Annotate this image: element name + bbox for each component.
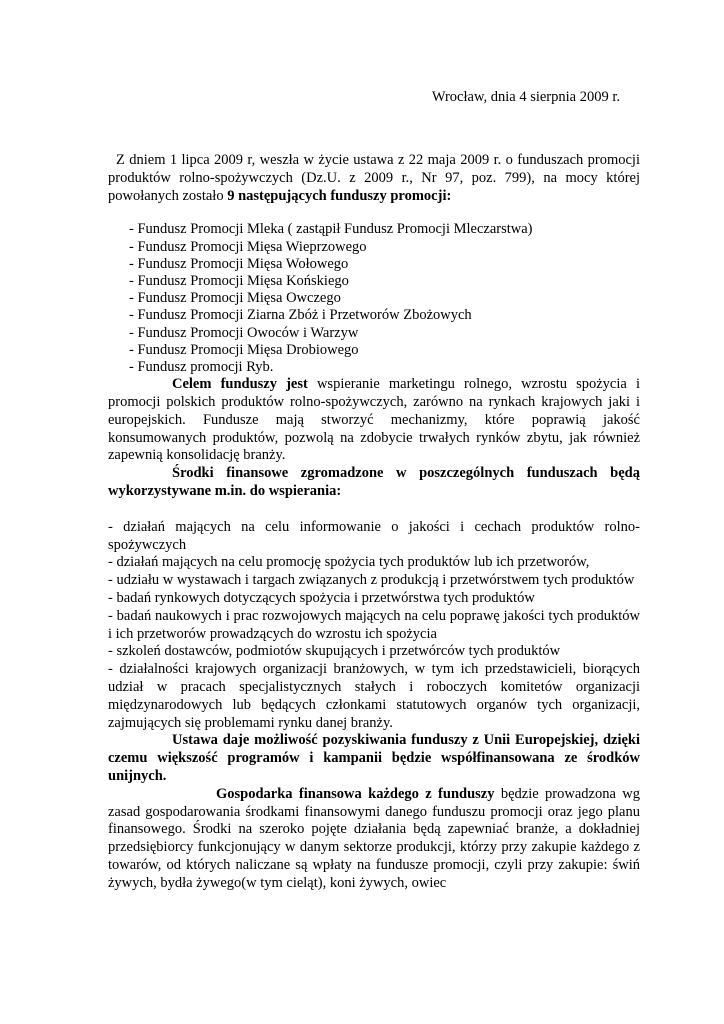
list-item: - Fundusz Promocji Mięsa Wołowego	[129, 255, 349, 272]
list-item: - Fundusz Promocji Mięsa Wieprzowego	[129, 238, 367, 255]
list-item: - działalności krajowych organizacji branżowych, w tym ich przedstawicieli, biorących udział w pracach specjalistycznych stałych i roboczych komitetów organizacji międzynarodowych lub będących członkami statutowych organów tych organizacji, zajmujących się problemami rynku danej branży.	[108, 661, 640, 731]
gospodarka-paragraph	[108, 786, 640, 893]
date-line: Wrocław, dnia 4 sierpnia 2009 r.	[431, 89, 620, 105]
document-body	[108, 152, 640, 893]
list-item: - badań naukowych i prac rozwojowych mających na celu poprawę jakości tych produktów i ich przetworów prowadzących do wzrostu ich spożycia	[108, 607, 640, 642]
intro-paragraph	[108, 152, 640, 205]
srodki-heading: Środki finansowe zgromadzone w poszczególnych funduszach będą wykorzystywane m.in. do wspierania:	[108, 465, 640, 499]
ustawa-paragraph: Ustawa daje możliwość pozyskiwania funduszy z Unii Europejskiej, dzięki czemu większość programów i kampanii będzie współfinansowana ze środków unijnych.	[108, 732, 640, 784]
list-item: - Fundusz promocji Ryb.	[129, 359, 274, 376]
list-item: - działań mających na celu informowanie o jakości i cechach produktów rolno-spożywczych	[108, 518, 640, 553]
intro-bold-tail: 9 następujących funduszy promocji:	[227, 187, 452, 204]
list-item: - Fundusz Promocji Mięsa Owczego	[129, 290, 341, 307]
intro-text: Z dniem 1 lipca 2009 r, weszła w życie ustawa z 22 maja 2009 r. o funduszach promocji produktów rolno-spożywczych (Dz.U. z 2009 r., Nr 97, poz. 799), na mocy której powołanych zostało	[108, 152, 640, 204]
list-item: - szkoleń dostawców, podmiotów skupujących i przetwórców tych produktów	[108, 643, 561, 660]
gospodarka-bold-lead: Gospodarka finansowa każdego z funduszy	[216, 785, 495, 802]
list-item: - Fundusz Promocji Mięsa Końskiego	[129, 273, 349, 289]
gospodarka-text: będzie prowadzona wg zasad gospodarowania środkami finansowymi danego funduszu promocji oraz jego planu finansowego. Środki na szeroko pojęte działania będą zapewniać branże, a dokładniej przedsiębiorcy funkcjonujący w danym sektorze produkcji, którzy przy zakupie każdego z towarów, od których naliczane są wpłaty na fundusze promocji, czyli przy zakupie: świń żywych, bydła żywego(w tym cieląt), koni żywych, owiec	[108, 785, 641, 891]
list-item: - Fundusz Promocji Ziarna Zbóż i Przetworów Zbożowych	[129, 307, 472, 324]
celem-bold-lead: Celem funduszy jest	[172, 376, 308, 393]
celem-text: wspieranie marketingu rolnego, wzrostu spożycia i promocji polskich produktów rolno-spożywczych, zarówno na rynkach krajowych jaki i europejskich. Fundusze mają stworzyć mechanizmy, które poprawią jakość konsumowanych produktów, pozwolą na zdobycie trwałych rynków zbytu, jak również zapewnią konsolidację branży.	[108, 376, 640, 464]
list-item: - działań mających na celu promocję spożycia tych produktów lub ich przetworów,	[108, 554, 590, 571]
list-item: - Fundusz Promocji Mięsa Drobiowego	[129, 341, 359, 358]
list-item: - Fundusz Promocji Owoców i Warzyw	[129, 324, 359, 341]
funds-list	[108, 221, 640, 376]
list-item: - udziału w wystawach i targach związanych z produkcją i przetwórstwem tych produktów	[108, 572, 635, 589]
celem-paragraph	[108, 376, 640, 465]
support-list	[108, 519, 640, 733]
list-item: - Fundusz Promocji Mleka ( zastąpił Fundusz Promocji Mleczarstwa)	[129, 221, 533, 238]
list-item: - badań rynkowych dotyczących spożycia i przetwórstwa tych produktów	[108, 589, 535, 606]
